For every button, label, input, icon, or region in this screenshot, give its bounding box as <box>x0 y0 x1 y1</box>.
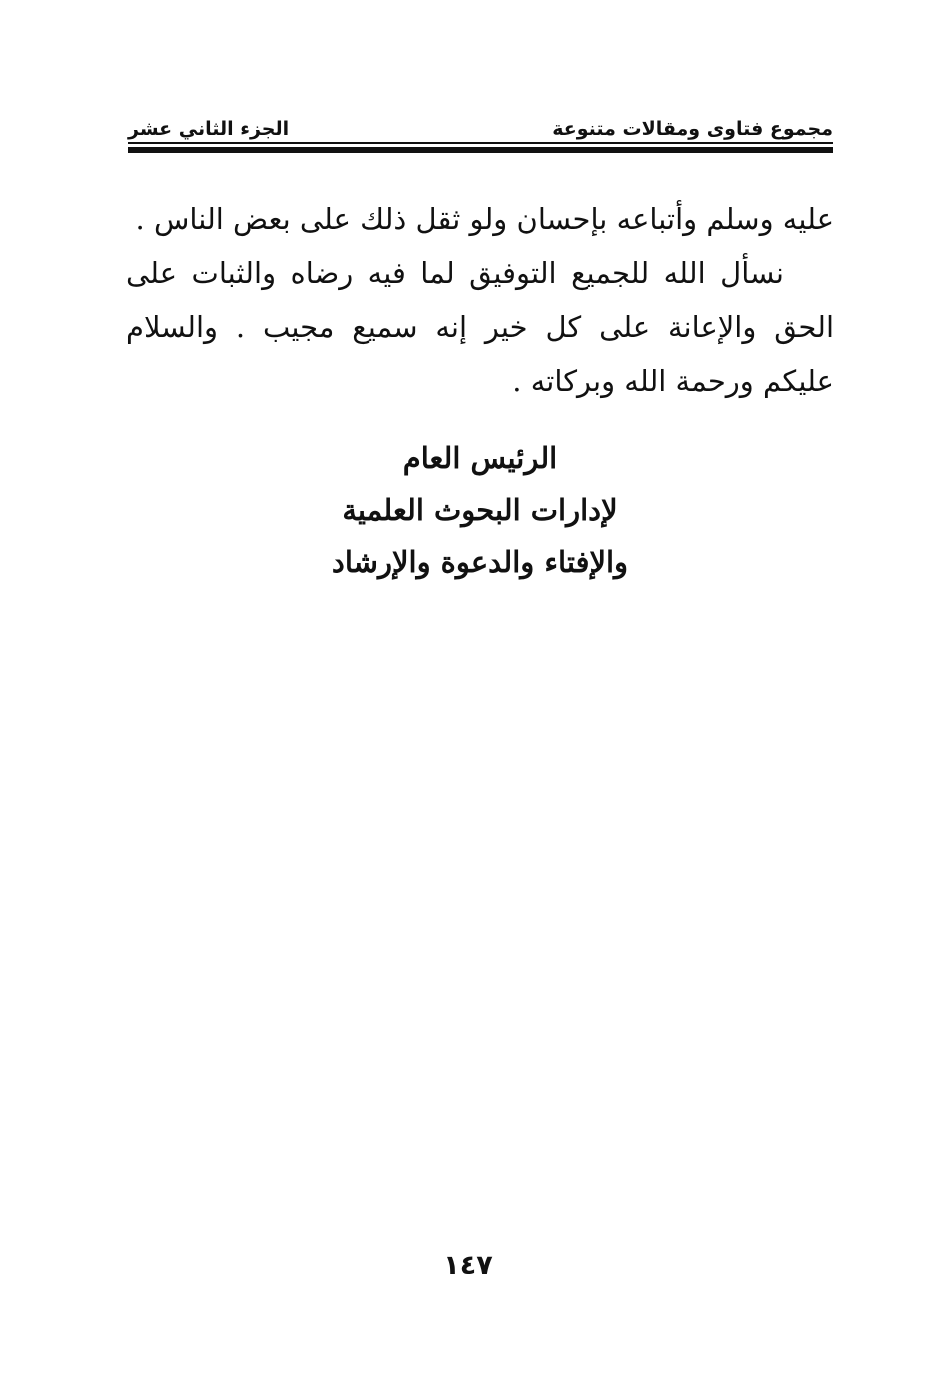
header-rule-thin <box>128 142 833 144</box>
volume-label: الجزء الثاني عشر <box>128 118 290 140</box>
signature-block <box>126 432 834 588</box>
running-header <box>128 110 833 140</box>
signature-line-3: والإفتاء والدعوة والإرشاد <box>331 545 629 579</box>
book-title: مجموع فتاوى ومقالات متنوعة <box>552 118 833 140</box>
signature-line-2: لإدارات البحوث العلمية <box>342 493 618 527</box>
header-rule-thick <box>128 147 833 153</box>
paragraph-continuation: عليه وسلم وأتباعه بإحسان ولو ثقل ذلك على بعض الناس . <box>135 202 834 236</box>
body-text <box>126 192 834 408</box>
page-number: ١٤٧ <box>443 1250 493 1281</box>
signature-line-1: الرئيس العام <box>402 441 558 475</box>
paragraph-closing: نسأل الله للجميع التوفيق لما فيه رضاه والثبات على الحق والإعانة على كل خير إنه سميع مجيب . والسلام عليكم ورحمة الله وبركاته . <box>126 256 834 398</box>
